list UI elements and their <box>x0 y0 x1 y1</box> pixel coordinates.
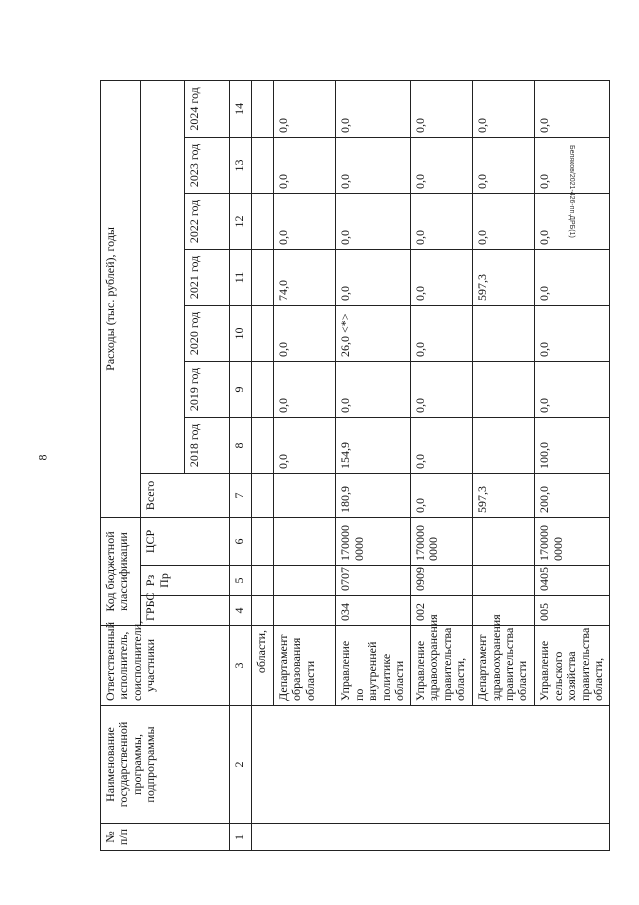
total-cell <box>273 473 335 517</box>
total-cell: 180,9 <box>336 473 411 517</box>
rz-pr-cell: 0707 <box>336 566 411 596</box>
header-budget-code: Код бюджетной классификации <box>101 517 141 625</box>
header-total: Всего <box>141 473 229 517</box>
year-value-cell: 26,0 <*> <box>336 305 411 361</box>
column-number: 12 <box>229 193 251 249</box>
column-number: 10 <box>229 305 251 361</box>
rz-pr-cell: 0909 <box>410 566 472 596</box>
expenditure-table <box>100 80 610 851</box>
header-grbs: ГРБС <box>141 596 229 626</box>
column-number-row <box>229 80 251 850</box>
year-value-cell: 0,0 <box>535 193 610 249</box>
column-number: 8 <box>229 417 251 473</box>
year-value-cell: 597,3 <box>473 249 535 305</box>
year-value-cell: 0,0 <box>336 249 411 305</box>
year-value-cell <box>251 417 273 473</box>
csr-cell <box>473 517 535 565</box>
year-value-cell: 0,0 <box>535 249 610 305</box>
header-year: 2021 год <box>185 249 229 305</box>
year-value-cell: 0,0 <box>273 417 335 473</box>
table-body <box>251 80 609 850</box>
year-value-cell: 0,0 <box>336 137 411 193</box>
year-value-cell: 0,0 <box>410 193 472 249</box>
row-number-cell <box>251 824 609 851</box>
year-value-cell <box>251 193 273 249</box>
header-program-name: Наименование государственной программы, подпрограммы <box>101 706 230 824</box>
csr-cell <box>273 517 335 565</box>
year-value-cell: 154,9 <box>336 417 411 473</box>
rz-pr-cell <box>273 566 335 596</box>
rz-pr-cell: 0405 <box>535 566 610 596</box>
total-cell: 200,0 <box>535 473 610 517</box>
header-year: 2024 год <box>185 80 229 137</box>
document-code: Беляков/2021-426-пп.ДРБ(1) <box>568 145 575 238</box>
year-value-cell: 0,0 <box>336 80 411 137</box>
csr-cell <box>251 517 273 565</box>
year-value-cell: 0,0 <box>473 193 535 249</box>
page-number: 8 <box>35 454 50 461</box>
total-cell: 597,3 <box>473 473 535 517</box>
column-number: 9 <box>229 361 251 417</box>
header-rz-pr: Рз Пр <box>141 566 229 596</box>
year-value-cell: 0,0 <box>336 361 411 417</box>
table-row <box>251 80 273 850</box>
rz-pr-cell <box>251 566 273 596</box>
rotated-table-wrapper <box>100 81 610 851</box>
year-value-cell: 0,0 <box>473 137 535 193</box>
csr-cell: 170000 0000 <box>336 517 411 565</box>
grbs-cell: 034 <box>336 596 411 626</box>
year-value-cell: 0,0 <box>410 137 472 193</box>
grbs-cell <box>273 596 335 626</box>
responsible-cell: Департамент здравоохранения правительства области <box>473 626 535 706</box>
year-value-cell <box>251 361 273 417</box>
year-value-cell <box>251 137 273 193</box>
header-year: 2022 год <box>185 193 229 249</box>
year-value-cell <box>473 305 535 361</box>
year-value-cell: 0,0 <box>410 361 472 417</box>
year-value-cell: 0,0 <box>273 305 335 361</box>
grbs-cell: 005 <box>535 596 610 626</box>
header-year: 2020 год <box>185 305 229 361</box>
year-value-cell <box>473 361 535 417</box>
year-value-cell: 0,0 <box>273 193 335 249</box>
year-value-cell: 0,0 <box>535 80 610 137</box>
year-value-cell <box>251 80 273 137</box>
csr-cell: 170000 0000 <box>535 517 610 565</box>
column-number: 4 <box>229 596 251 626</box>
year-value-cell: 0,0 <box>410 305 472 361</box>
year-value-cell <box>251 305 273 361</box>
year-value-cell: 0,0 <box>473 80 535 137</box>
year-value-cell: 0,0 <box>273 80 335 137</box>
header-responsible: Ответственный исполнитель, соисполнители, участники <box>101 626 230 706</box>
responsible-cell: Управление сельского хозяйства правительства области, <box>535 626 610 706</box>
header-years-spacer <box>141 80 185 473</box>
grbs-cell: 002 <box>410 596 472 626</box>
year-value-cell: 0,0 <box>410 80 472 137</box>
header-number: № п/п <box>101 824 230 851</box>
year-value-cell: 0,0 <box>535 137 610 193</box>
responsible-cell: Департамент образования области <box>273 626 335 706</box>
year-value-cell: 0,0 <box>410 249 472 305</box>
program-name-cell <box>251 706 609 824</box>
responsible-cell: Управление по внутренней политике области <box>336 626 411 706</box>
year-value-cell <box>473 417 535 473</box>
column-number: 1 <box>229 824 251 851</box>
grbs-cell <box>473 596 535 626</box>
header-csr: ЦСР <box>141 517 229 565</box>
year-value-cell: 0,0 <box>273 361 335 417</box>
responsible-cell: Управление здравоохранения правительства области, <box>410 626 472 706</box>
year-value-cell: 0,0 <box>535 305 610 361</box>
column-number: 11 <box>229 249 251 305</box>
column-number: 6 <box>229 517 251 565</box>
total-cell: 0,0 <box>410 473 472 517</box>
year-value-cell: 0,0 <box>336 193 411 249</box>
column-number: 14 <box>229 80 251 137</box>
csr-cell: 170000 0000 <box>410 517 472 565</box>
header-expenses: Расходы (тыс. рублей), годы <box>101 80 141 517</box>
total-cell <box>251 473 273 517</box>
year-value-cell: 100,0 <box>535 417 610 473</box>
rz-pr-cell <box>473 566 535 596</box>
responsible-cell: области, <box>251 626 273 706</box>
header-year: 2023 год <box>185 137 229 193</box>
header-year: 2019 год <box>185 361 229 417</box>
column-number: 13 <box>229 137 251 193</box>
column-number: 2 <box>229 706 251 824</box>
year-value-cell <box>251 249 273 305</box>
column-number: 3 <box>229 626 251 706</box>
year-value-cell: 0,0 <box>535 361 610 417</box>
grbs-cell <box>251 596 273 626</box>
year-value-cell: 74,0 <box>273 249 335 305</box>
column-number: 7 <box>229 473 251 517</box>
year-value-cell: 0,0 <box>410 417 472 473</box>
year-value-cell: 0,0 <box>273 137 335 193</box>
column-number: 5 <box>229 566 251 596</box>
header-year: 2018 год <box>185 417 229 473</box>
